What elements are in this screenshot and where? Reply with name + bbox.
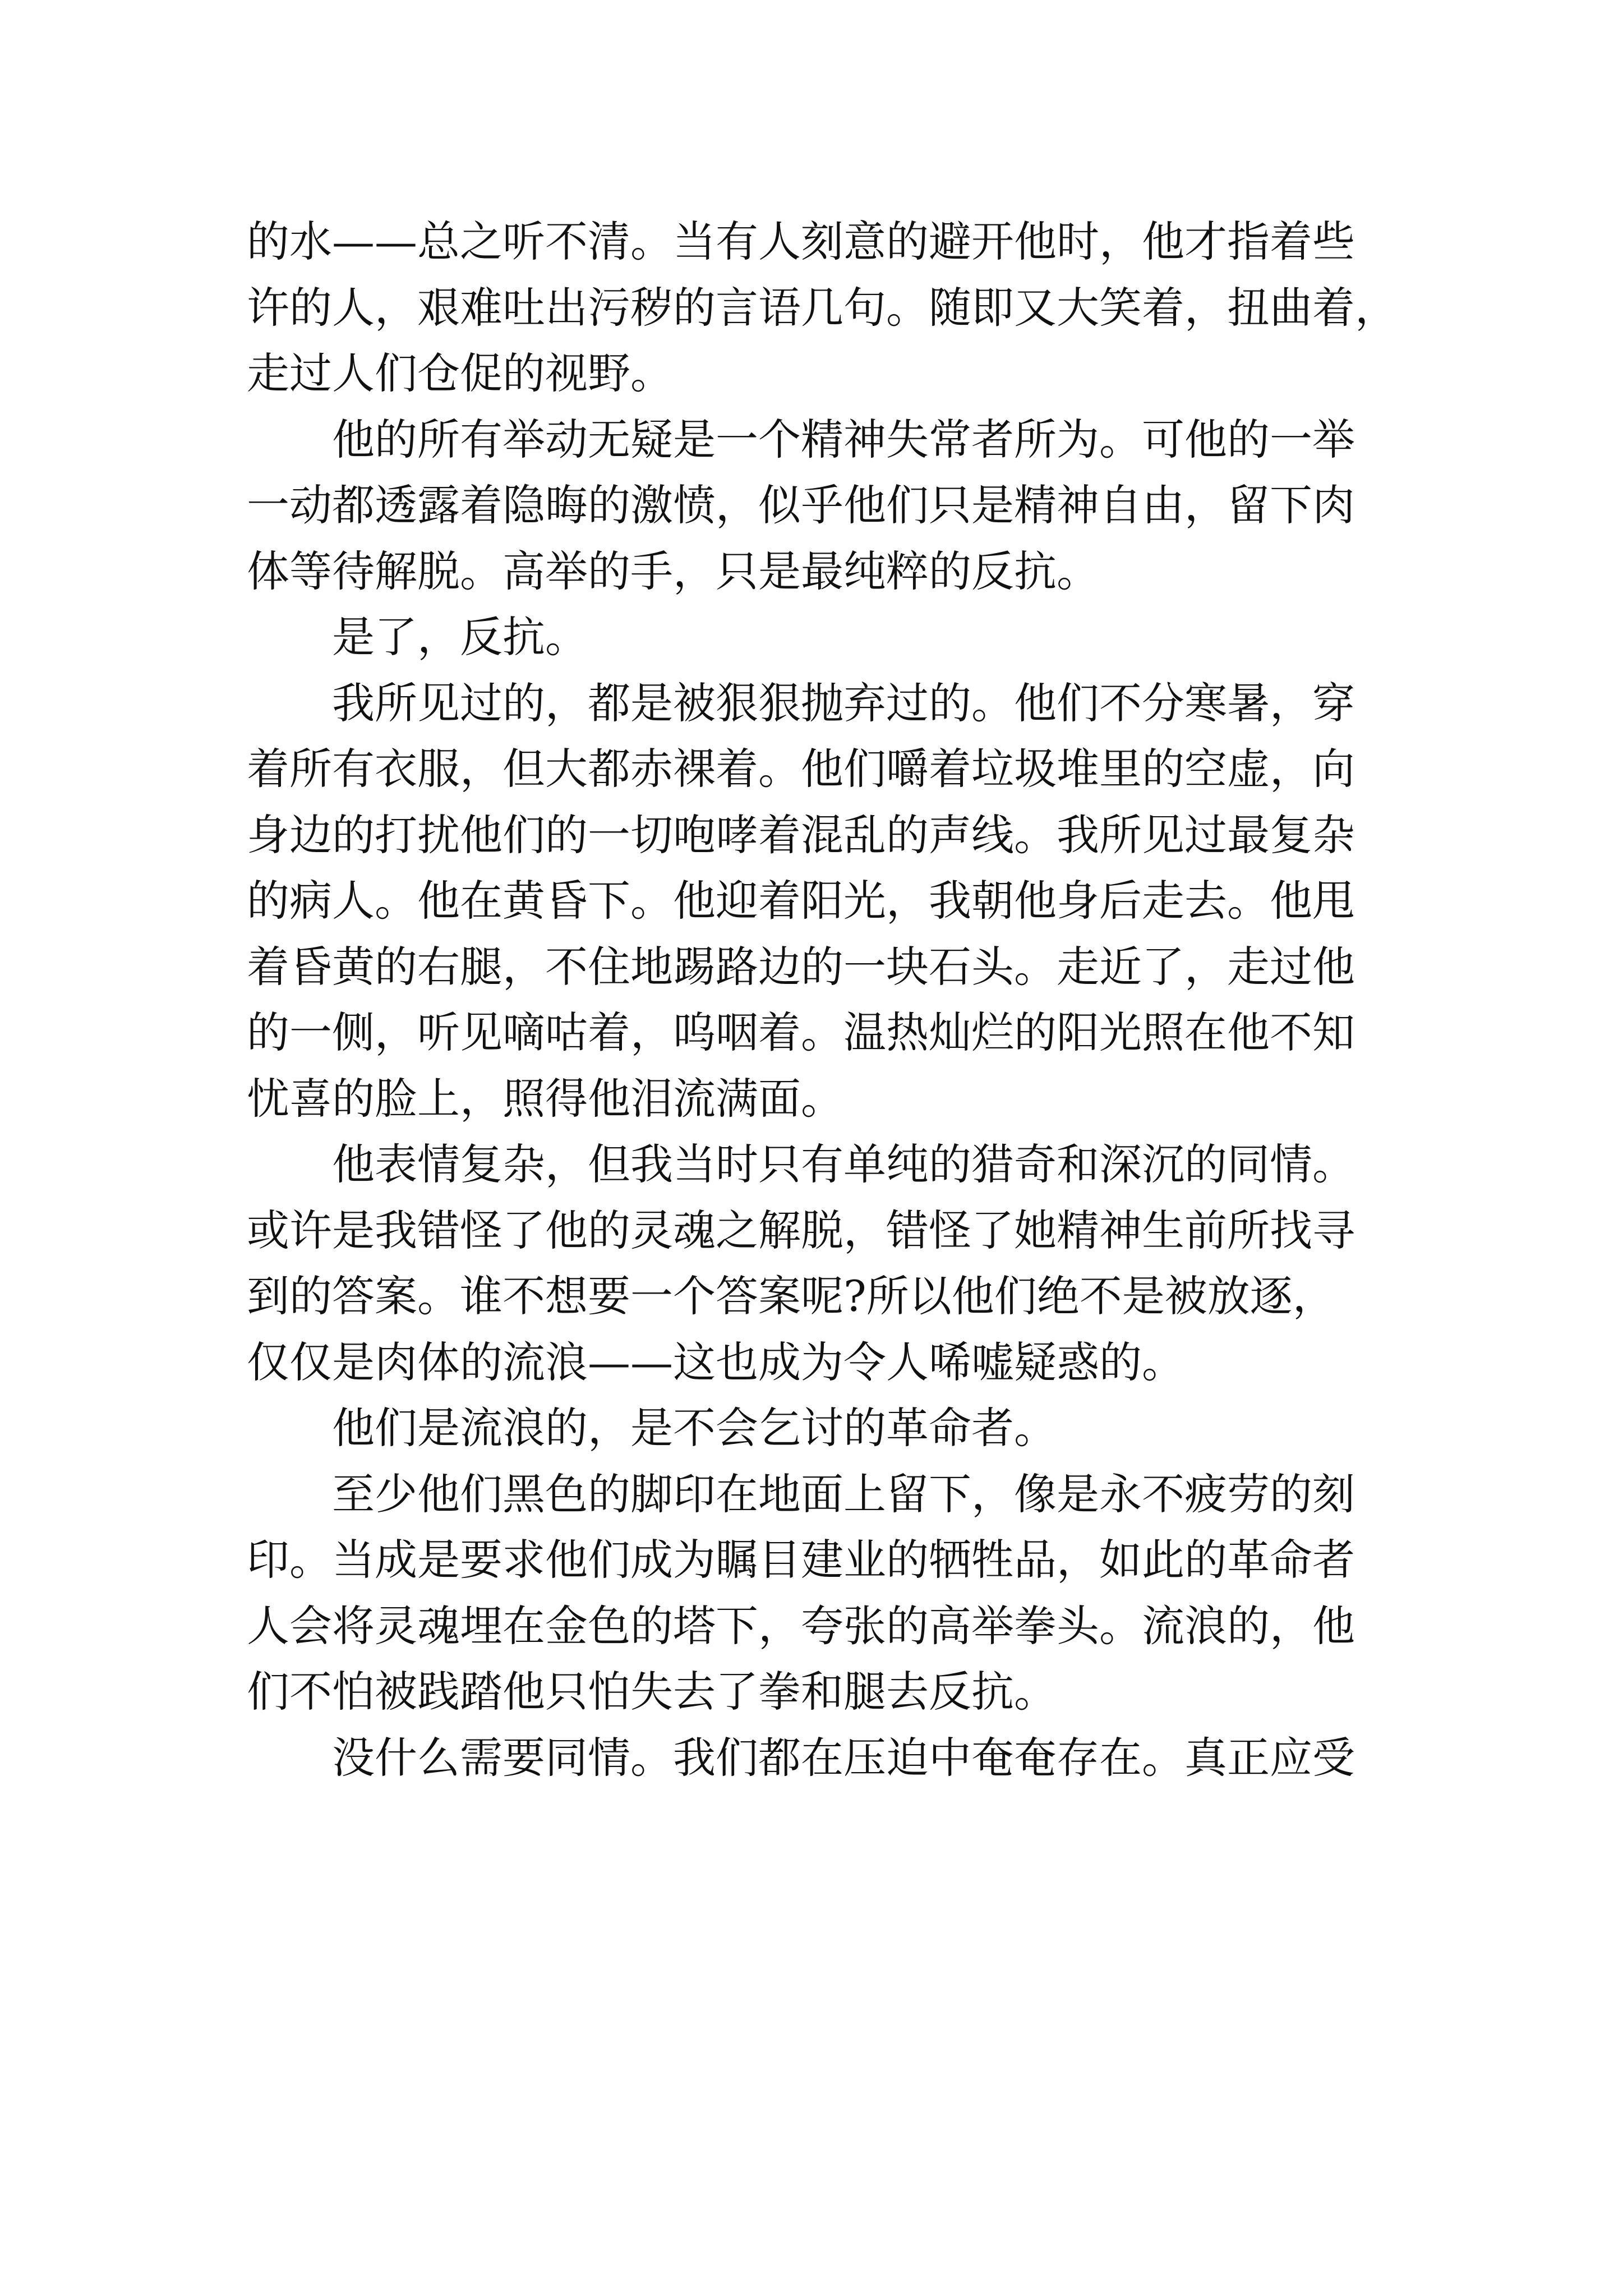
paragraph-first-line: 他们是流浪的，是不会乞讨的革命者。	[332, 1403, 1057, 1453]
text-line: 身边的打扰他们的一切咆哮着混乱的声线。我所见过最复杂	[247, 809, 1355, 860]
text-line: 到的答案。谁不想要一个答案呢?所以他们绝不是被放逐，	[247, 1271, 1335, 1321]
paragraph-first-line: 至少他们黑色的脚印在地面上留下，像是永不疲劳的刻	[332, 1469, 1355, 1519]
text-line: 的水——总之听不清。当有人刻意的避开他时，他才指着些	[247, 217, 1355, 266]
paragraph-first-line: 我所见过的，都是被狠狠抛弃过的。他们不分寒暑，穿	[332, 678, 1355, 728]
text-line: 仅仅是肉体的流浪——这也成为令人唏嘘疑惑的。	[247, 1337, 1184, 1387]
text-line: 们不怕被践踏他只怕失去了拳和腿去反抗。	[247, 1667, 1057, 1717]
text-line: 走过人们仓促的视野。	[247, 348, 673, 398]
text-line: 许的人，艰难吐出污秽的言语几句。随即又大笑着，扭曲着，	[247, 282, 1398, 333]
text-line: 一动都透露着隐晦的激愤，似乎他们只是精神自由，留下肉	[247, 480, 1355, 530]
text-line: 印。当成是要求他们成为瞩目建业的牺牲品，如此的革命者	[247, 1535, 1355, 1585]
text-line: 忧喜的脸上，照得他泪流满面。	[247, 1073, 843, 1124]
text-line: 体等待解脱。高举的手，只是最纯粹的反抗。	[247, 546, 1099, 596]
text-line: 的一侧，听见嘀咕着，呜咽着。温热灿烂的阳光照在他不知	[247, 1007, 1355, 1057]
text-line: 着昏黄的右腿，不住地踢路边的一块石头。走近了，走过他	[247, 941, 1355, 992]
document-body	[247, 209, 1396, 1791]
text-line: 或许是我错怪了他的灵魂之解脱，错怪了她精神生前所找寻	[247, 1205, 1355, 1255]
paragraph-first-line: 没什么需要同情。我们都在压迫中奄奄存在。真正应受	[332, 1732, 1355, 1783]
paragraph-first-line: 他的所有举动无疑是一个精神失常者所为。可他的一举	[332, 414, 1355, 464]
paragraph-first-line: 他表情复杂，但我当时只有单纯的猎奇和深沉的同情。	[332, 1139, 1355, 1189]
text-line: 的病人。他在黄昏下。他迎着阳光，我朝他身后走去。他甩	[247, 876, 1355, 926]
paragraph-first-line: 是了，反抗。	[332, 612, 588, 662]
text-line: 着所有衣服，但大都赤裸着。他们嚼着垃圾堆里的空虚，向	[247, 744, 1355, 794]
text-line: 人会将灵魂埋在金色的塔下，夸张的高举拳头。流浪的，他	[247, 1600, 1355, 1651]
